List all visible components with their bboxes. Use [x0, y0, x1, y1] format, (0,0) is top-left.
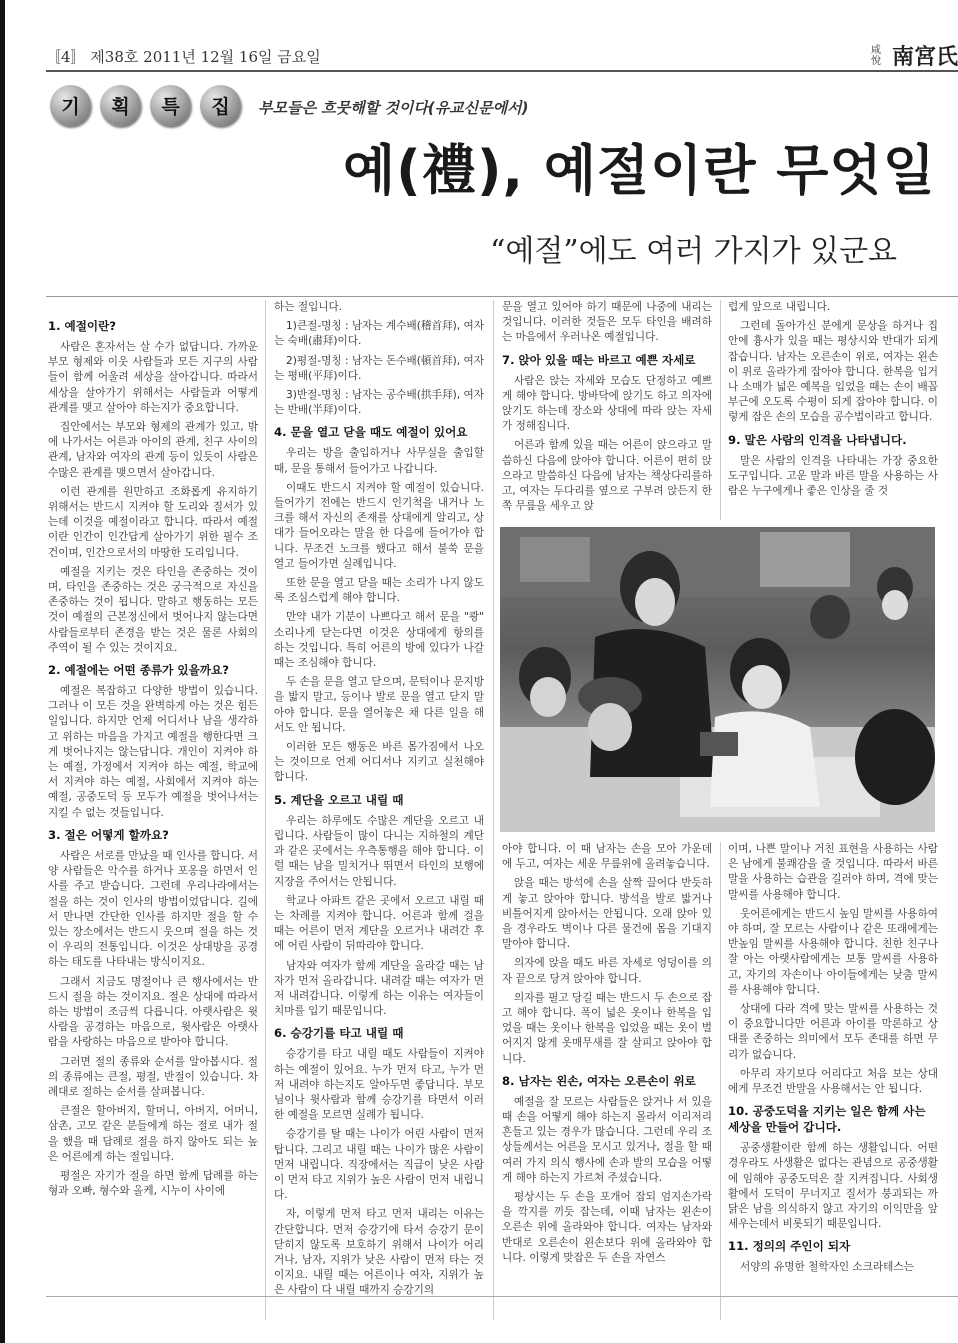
paragraph: 집안에서는 부모와 형제의 관계가 있고, 밖에 나가서는 어른과 아이의 관계, 친구 사이의 관계, 남자와 여자의 관계 등이 있듯이 사람은 수많은 관계를 맺으면서 살아갑니다. — [48, 421, 258, 479]
paragraph: 자, 이렇게 먼저 타고 먼저 내리는 이유는 간단합니다. 먼저 승강기에 타서 승강기 문이 닫히지 않도록 보호하기 위해서 나이가 어리거나, 남자, 지위가 낮은 사람이 먼저 타는 것이지요. 내릴 때는 어른이나 여자, 지위가 높은 사람이 다 내릴 때까지 승강기의 — [274, 1208, 484, 1297]
section-heading: 6. 승강기를 타고 내릴 때 — [274, 1026, 404, 1041]
issue-info: 〚4〛 제38호 2011년 12월 16일 금요일 — [46, 48, 321, 66]
section-heading: 8. 남자는 왼손, 여자는 오른손이 위로 — [502, 1073, 696, 1088]
paragraph: 의자에 앉을 때도 바른 자세로 엉덩이를 의자 끝으로 당겨 앉아야 합니다. — [502, 957, 712, 985]
feature-badge: 기 — [50, 85, 91, 126]
masthead-logo — [870, 40, 958, 71]
paragraph: 사람은 혼자서는 살 수가 없답니다. 가까운 부모 형제와 이웃 사람들과 모든 지구의 사람들이 함께 어울려 세상을 살아갑니다. 따라서 세상을 살아가기 위해서는 사람들과 어떻게 관계를 맺고 살아야 하는지가 중요합니다. — [48, 341, 258, 414]
paragraph: 그런데 돌아가신 분에게 문상을 하거나 집안에 흉사가 있을 때는 평상시와 반대가 되게 잡습니다. 남자는 오른손이 위로, 여자는 왼손이 위로 올라가게 잡아야 합니다. 한복을 입거나 소매가 넓은 예복을 입었을 때는 손이 배꼽 부근에 오도록 수평이 되게 잡아야 합니다. 이렇게 잡은 손의 모습을 공수법이라고 합니다. — [728, 320, 938, 424]
article-photo — [500, 527, 935, 832]
paragraph: 이며, 나쁜 말이나 거친 표현을 사용하는 사람은 남에게 불쾌감을 줄 것입니다. 따라서 바른 말을 사용하는 습관을 길러야 하며, 격에 맞는 말씨를 사용해야 합니다. — [728, 843, 938, 901]
seal-mark: 咸悅 — [870, 44, 881, 67]
article-column-3-top — [502, 300, 712, 518]
section-heading: 7. 앉아 있을 때는 바르고 예쁜 자세로 — [502, 352, 696, 367]
paragraph: 또한 문을 열고 닫을 때는 소리가 나지 않도록 조심스럽게 해야 합니다. — [274, 577, 484, 605]
list-item: 1)큰절-명칭 : 남자는 계수배(稽首拜), 여자는 숙배(肅拜)이다. — [274, 320, 484, 348]
paragraph: 우리는 방을 출입하거나 사무실을 출입할 때, 문을 통해서 들어가고 나갑니다. — [274, 447, 484, 475]
column-divider — [265, 300, 266, 1320]
paragraph: 승강기를 타고 내릴 때도 사람들이 지켜야하는 예절이 있어요. 누가 먼저 타고, 누가 먼저 내려야 하는지도 알아두면 좋답니다. 부모님이나 윗사람과 함께 승강기를 타면서 이러한 예절을 모르면 실례가 됩니다. — [274, 1048, 484, 1122]
list-item: 2)평절-명칭 : 남자는 돈수배(頓首拜), 여자는 평배(平拜)이다. — [274, 354, 484, 382]
article-headline: 예(禮), 예절이란 무엇일 — [343, 139, 936, 202]
section-heading: 9. 말은 사람의 인격을 나타냅니다. — [728, 432, 907, 447]
paragraph: 만약 내가 기분이 나쁘다고 해서 문을 "쾅" 소리나게 닫는다면 이것은 상대에게 항의를 하는 것입니다. 특히 어른의 방에 있다가 나갈 때는 조심해야 합니다. — [274, 611, 484, 670]
paragraph: 아무리 자기보다 어리다고 처음 보는 상대에게 무조건 반말을 사용해서는 안 됩니다. — [728, 1067, 938, 1096]
section-heading: 5. 계단을 오르고 내릴 때 — [274, 792, 404, 807]
section-heading: 11. 정의의 주인이 되자 — [728, 1239, 851, 1254]
column-divider — [493, 300, 494, 1320]
paragraph: 평절은 자기가 절을 하면 함께 답례를 하는 형과 오빠, 형수와 올케, 시누이 사이에 — [48, 1169, 258, 1198]
article-kicker: 부모들은 흐뭇해할 것이다(유교신문에서) — [258, 99, 529, 117]
paragraph: 의자를 필고 당길 때는 반드시 두 손으로 잡고 해야 합니다. 폭이 넓은 옷이나 한복을 입었을 때는 옷이나 한복을 입었을 때는 옷이 벌어지지 않게 옷매무새를 잘 살피고 앉아야 합니다. — [502, 991, 712, 1065]
masthead-title: 南宮氏 — [891, 44, 958, 70]
paragraph: 그러면 절의 종류와 순서를 알아봅시다. 절의 종류에는 큰절, 평절, 반절이 있습니다. 차례대로 절하는 순서를 살펴봅니다. — [48, 1055, 258, 1098]
article-column-3-bottom — [502, 842, 712, 1322]
article-column-2 — [274, 300, 484, 1322]
paragraph: 어른과 함께 있을 때는 어른이 앉으라고 말씀하신 다음에 앉아야 합니다. 어른이 편히 앉으라고 말씀하신 다음에 남자는 책상다리를하고, 여자는 두다리를 옆으로 구부려 앉든지 한쪽 무릎을 세우고 앉 — [502, 439, 712, 513]
section-heading: 3. 절은 어떻게 할까요? — [48, 827, 169, 842]
headline-rule — [46, 296, 958, 297]
paragraph: 예절을 잘 모르는 사람들은 앉거나 서 있을 때 손을 어떻게 해야 하는지 몰라서 이리저리 흔들고 있는 경우가 많습니다. 그런데 우리 조상들께서는 어른을 모시고 있거나, 절을 할 때 여러 가지 의식 행사에 손과 발의 모습을 어떻게 해야 하는지 가르쳐 주셨습니다. — [502, 1095, 712, 1184]
section-heading: 10. 공중도덕을 지키는 일은 함께 사는 세상을 만들어 갑니다. — [728, 1104, 926, 1135]
paragraph: 아야 합니다. 이 때 남자는 손을 모아 가운데에 두고, 여자는 세운 무릎위에 올려놓습니다. — [502, 843, 712, 871]
paragraph: 웃어른에게는 반드시 높임 말씨를 사용하여야 하며, 잘 모르는 사람이나 같은 또래에게는 반높임 말씨를 사용해야 합니다. 친한 친구나 잘 아는 아랫사람에게는 보통 말씨를 사용하고, 자기의 자손이나 아이들에게는 낮춤 말씨를 사용해야 합니다. — [728, 907, 938, 996]
paragraph: 평상시는 두 손을 포개어 잡되 엄지손가락을 깍지를 끼듯 잡는데, 이때 남자는 왼손이 오른손 위에 올라와야 합니다. 여자는 남자와 반대로 오른손이 왼손보다 위에 올라와야 합니다. 이렇게 맞잡은 두 손을 자연스 — [502, 1191, 712, 1264]
paragraph: 예절을 지키는 것은 타인을 존중하는 것이며, 타인을 존중하는 것은 궁극적으로 자신을 존중하는 것이 됩니다. 말하고 행동하는 모든 것이 예절의 근본정신에서 벗어나지 않는다면 사람들로부터 존경을 받는 것은 물론 사회의 주역이 될 수 있는 것이지요. — [48, 565, 258, 654]
paragraph: 승강기를 탈 때는 나이가 어린 사람이 먼저 탑니다. 그리고 내릴 때는 나이가 많은 사람이 먼저 내립니다. 직장에서는 직급이 낮은 사람이 먼저 타고 지위가 높은 사람이 먼저 내립니다. — [274, 1128, 484, 1202]
article-column-4-top — [728, 300, 938, 518]
paragraph: 큰절은 할아버지, 할머니, 아버지, 어머니, 삼촌, 고모 같은 분들에게 하는 절로 내가 절을 했을 때 답례로 절을 하지 않아도 되는 높은 어른에게 하는 절입니다. — [48, 1105, 258, 1163]
feature-badges — [50, 85, 250, 126]
paragraph: 공중생활이란 함께 하는 생활입니다. 어떤 경우라도 사생활은 없다는 관념으로 공중생활에 임해야 공중도덕은 잘 지켜집니다. 사회생활에서 도덕이 무너지고 질서가 붕괴되는 까닭은 남을 의식하지 않고 자기의 이익만을 앞세우는데서 비롯되기 때문입니다. — [728, 1142, 938, 1231]
paragraph: 하는 절입니다. — [274, 301, 343, 313]
paragraph: 이때도 반드시 지켜야 할 예절이 있습니다. 들어가기 전에는 반드시 인기척을 내거나 노크를 해서 자신의 존재를 상대에게 알리고, 상대가 들어오라는 말을 한 다음에 들어가야 합니다. 무조건 노크를 했다고 해서 불쑥 문을 열고 들어가면 실례입니다. — [274, 481, 484, 570]
paragraph: 이런 관계를 원만하고 조화롭게 유지하기 위해서는 반드시 지켜야 할 도리와 질서가 있는데 이것을 예절이라고 합니다. 따라서 예절이란 인간이 인간답게 살아가기 위한 필수 조건이며, 인간으로서의 마땅한 도리입니다. — [48, 485, 258, 559]
paragraph: 상대에 다라 격에 맞는 말씨를 사용하는 것이 중요합니다만 어른과 아이를 막론하고 상대를 존중하는 의미에서 모두 존대를 하면 무리가 없습니다. — [728, 1003, 938, 1061]
paragraph: 사람은 서로를 만났을 때 인사를 합니다. 서양 사람들은 악수를 하거나 포옹을 하면서 인사를 주고 받습니다. 그런데 우리나라에서는 절을 하는 것이 인사의 방법이었답니다. 길에서 만나면 간단한 인사를 하지만 절을 할 수 있는 장소에서는 반드시 웃으며 절을 하는 것이 우리의 전통입니다. 이것은 상대방을 공경하는 태도를 나타내는 방식이지요. — [48, 849, 258, 969]
paragraph: 문을 열고 있어야 하기 때문에 나중에 내리는 것입니다. 이러한 것들은 모두 타인을 배려하는 마음에서 우러나온 예절입니다. — [502, 301, 712, 344]
page-header — [46, 40, 958, 70]
header-divider — [46, 70, 958, 72]
article-column-4-bottom — [728, 842, 938, 1322]
paragraph: 이러한 모든 행동은 바른 몸가짐에서 나오는 것이므로 언제 어디서나 지키고 실천해야 합니다. — [274, 741, 484, 784]
section-heading: 4. 문을 열고 닫을 때도 예절이 있어요 — [274, 425, 468, 440]
article-subheadline: “예절”에도 여러 가지가 있군요 — [490, 234, 898, 269]
section-heading: 1. 예절이란? — [48, 319, 117, 333]
footer-rule — [46, 1296, 958, 1297]
column-divider — [720, 300, 721, 520]
paragraph: 우리는 하루에도 수많은 계단을 오르고 내립니다. 사람들이 많이 다니는 지하철의 계단과 같은 곳에서는 우측통행을 해야 합니다. 이럴 때는 남을 밀치거나 뛰면서 타인의 보행에 지장을 주어서는 안됩니다. — [274, 814, 484, 888]
list-item: 3)반절-명칭 : 남자는 공수배(拱手拜), 여자는 반배(半拜)이다. — [274, 389, 484, 417]
paragraph: 말은 사람의 인격을 나타내는 가장 중요한 도구입니다. 고운 말과 바른 말을 사용하는 사람은 누구에게나 좋은 인상을 줄 것 — [728, 454, 938, 498]
paragraph: 그래서 지금도 명절이나 큰 행사에서는 반드시 절을 하는 것이지요. 절은 상대에 따라서 하는 방법이 조금씩 다릅니다. 아랫사람은 윗사람을 공경하는 마음으로, 윗사람은 아랫사람을 사랑하는 마음으로 받아야 합니다. — [48, 975, 258, 1049]
article-column-1 — [48, 312, 258, 1322]
paragraph: 서양의 유명한 철학자인 소크라테스는 — [740, 1261, 914, 1274]
feature-badge: 특 — [150, 85, 191, 126]
column-divider — [720, 842, 721, 1320]
feature-badge: 획 — [100, 85, 141, 126]
section-heading: 2. 예절에는 어떤 종류가 있을까요? — [48, 663, 229, 678]
paragraph: 학교나 아파트 같은 곳에서 오르고 내릴 때는 차례를 지켜야 합니다. 어른과 함께 걸을 때는 어른이 먼저 계단을 오르거나 내려간 후에 어린 사람이 뒤따라야 합니다. — [274, 894, 484, 953]
paragraph: 남자와 여자가 함께 계단을 올라갈 때는 남자가 먼저 올라갑니다. 내려갈 때는 여자가 먼저 내려갑니다. 이렇게 하는 이유는 여자들이 치마를 입기 때문입니다. — [274, 959, 484, 1018]
feature-badge: 집 — [200, 85, 241, 126]
page-border — [0, 0, 5, 1343]
paragraph: 사람은 앉는 자세와 모습도 단정하고 예쁘게 해야 합니다. 방바닥에 앉기도 하고 의자에 앉기도 하는데 장소와 상대에 따라 앉는 자세가 정해집니다. — [502, 374, 712, 433]
paragraph: 예절은 복잡하고 다양한 방법이 있습니다. 그러나 이 모든 것을 완벽하게 아는 것은 힘든 일입니다. 하지만 언제 어디서나 남을 생각하고 위하는 마음을 가지고 예절을 행한다면 크게 벗어나지는 않는답니다. 개인이 지켜야 하는 예절, 가정에서 지켜야 하는 예절, 학교에서 지켜야 하는 예절, 사회에서 지켜야 하는 예절, 공중도덕 등 모두가 예절을 벗어나서는 지킬 수 없는 것들입니다. — [48, 685, 258, 819]
paragraph: 두 손을 문을 열고 닫으며, 문턱이나 문지방을 밟지 말고, 등이나 발로 문을 열고 닫지 말아야 합니다. 문을 열어놓은 채 다른 일을 해서도 안 됩니다. — [274, 676, 484, 734]
classroom-photo-illustration — [500, 527, 935, 832]
paragraph: 앉을 때는 방석에 손을 살짝 끌어다 반듯하게 놓고 앉아야 합니다. 방석을 발로 밟거나 비틀어지게 앉아서는 안됩니다. 오래 앉아 있을 경우라도 벽이나 다른 물건에 몸을 기대지 말아야 합니다. — [502, 877, 712, 951]
paragraph: 럽게 앞으로 내립니다. — [728, 301, 831, 313]
